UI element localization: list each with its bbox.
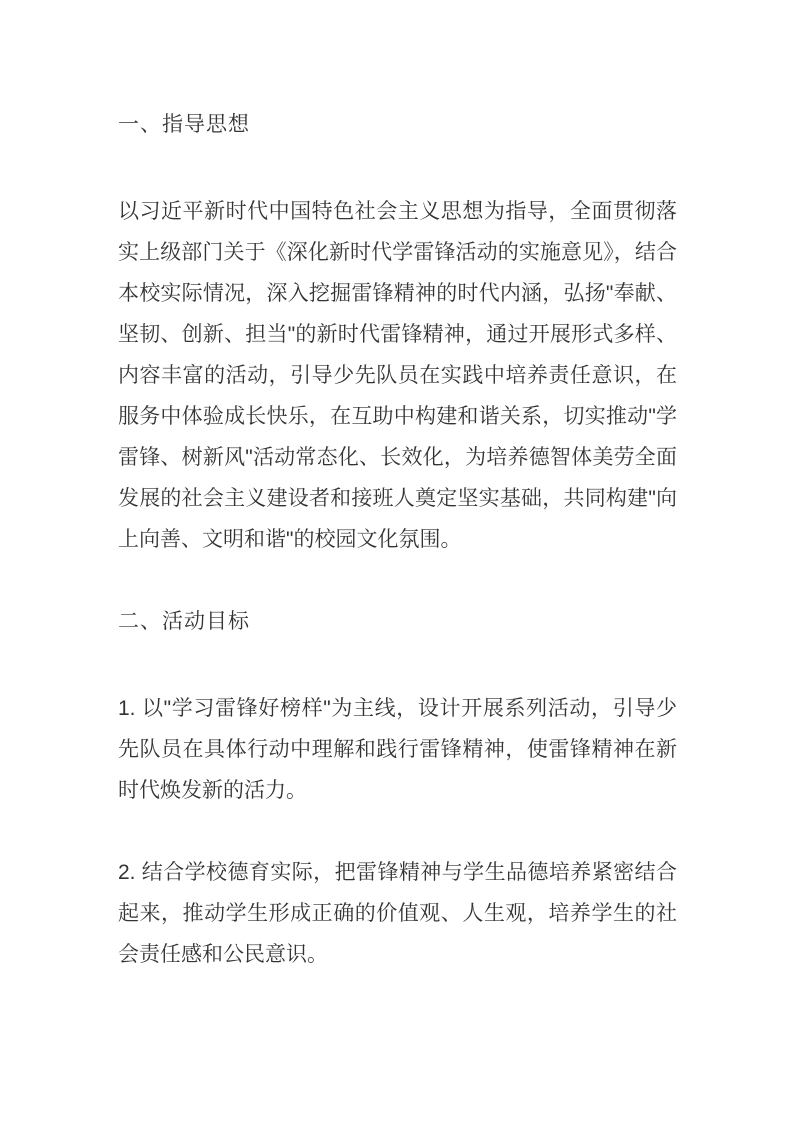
guiding-ideology-paragraph: 以习近平新时代中国特色社会主义思想为指导，全面贯彻落实上级部门关于《深化新时代学雷锋活动的实施意见》，结合本校实际情况，深入挖掘雷锋精神的时代内涵，弘扬"奉献、坚韧、创新、担当"的新时代雷锋精神，通过开展形式多样、内容丰富的活动，引导少先队员在实践中培养责任意识，在服务中体验成长快乐，在互助中构建和谐关系，切实推动"学雷锋、树新风"活动常态化、长效化，为培养德智体美劳全面发展的社会主义建设者和接班人奠定坚实基础，共同构建"向上向善、文明和谐"的校园文化氛围。 — [118, 200, 677, 551]
activity-goal-item-1: 1. 以"学习雷锋好榜样"为主线，设计开展系列活动，引导少先队员在具体行动中理解和践行雷锋精神，使雷锋精神在新时代焕发新的活力。 — [118, 697, 677, 802]
section-heading-guiding-ideology: 一、指导思想 — [118, 113, 250, 136]
activity-goal-item-2: 2. 结合学校德育实际，把雷锋精神与学生品德培养紧密结合起来，推动学生形成正确的价值观、人生观，培养学生的社会责任感和公民意识。 — [118, 861, 677, 966]
section-heading-activity-goals: 二、活动目标 — [118, 610, 250, 633]
